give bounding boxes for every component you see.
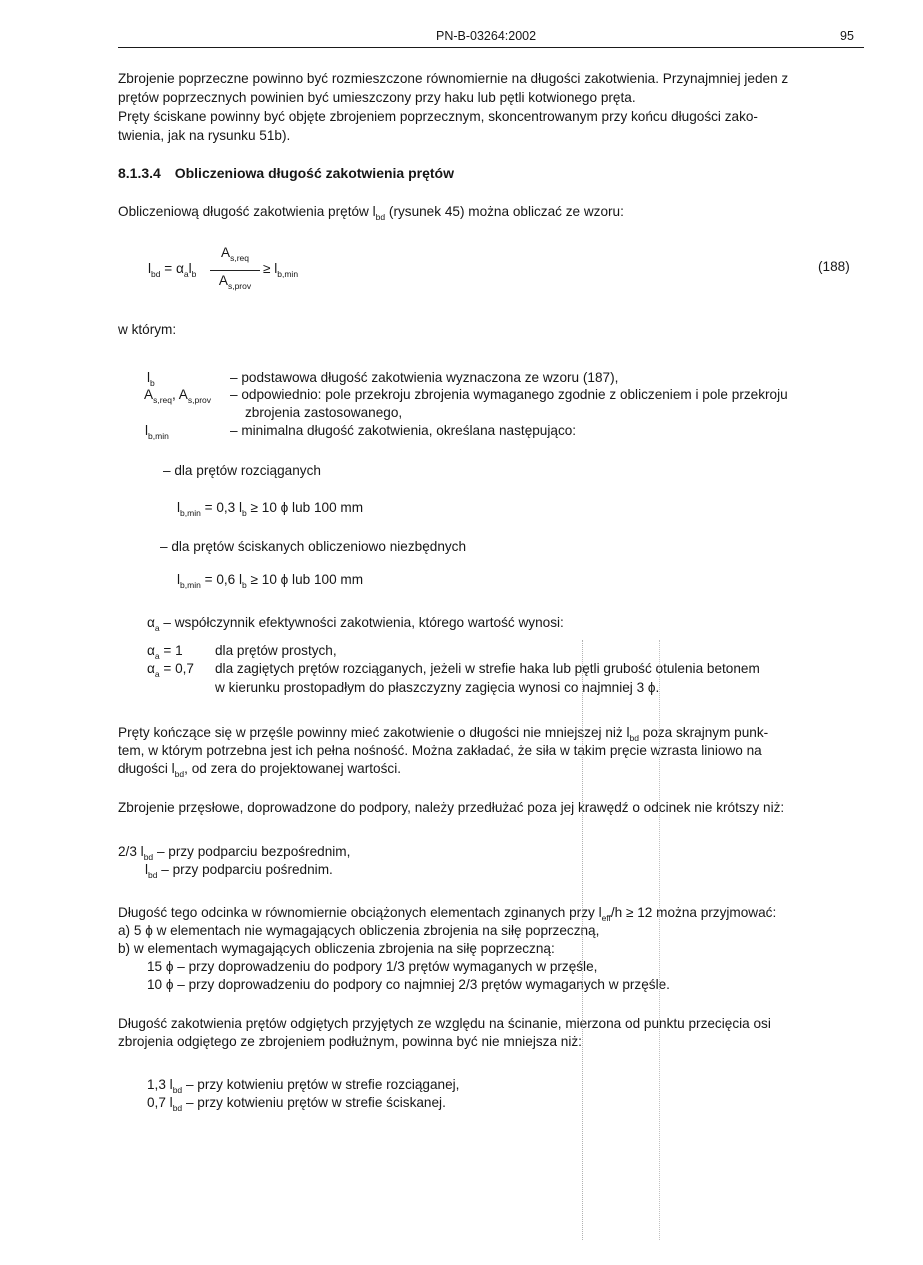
para-bent-line: Długość zakotwienia prętów odgiętych przyjętych ze względu na ścinanie, mierzona od punktu przecięcia osi <box>118 1016 771 1031</box>
support-item: $l_{bd}$ – przy podparciu pośrednim. <box>145 862 333 880</box>
intro-text: Obliczeniową długość zakotwienia prętów $l_{bd}$ (rysunek 45) można obliczać ze wzoru: <box>118 204 624 222</box>
bent-item: 1,3 $l_{bd}$ – przy kotwieniu prętów w strefie rozciąganej, <box>147 1077 460 1095</box>
section-title: Obliczeniowa długość zakotwienia prętów <box>174 165 454 181</box>
para-bent-line: zbrojenia odgiętego ze zbrojeniem podłużnym, powinna być nie mniejsza niż: <box>118 1034 582 1049</box>
where-label: w którym: <box>118 322 177 337</box>
alpha-row-2-text: dla zagiętych prętów rozciąganych, jeżeli w strefie haka lub pętli grubość otulenia betonem <box>215 661 760 676</box>
section-heading <box>118 164 454 182</box>
para1-line: twienia, jak na rysunku 51b). <box>118 128 291 143</box>
alpha-row-2-text-cont: w kierunku prostopadłym do płaszczyzny zagięcia wynosi co najmniej 3 ϕ. <box>215 680 660 695</box>
scan-artifact-line <box>582 640 583 1240</box>
compression-formula: $l_{b,min} = 0,6$ $l_b \ge 10$ ϕ lub 100 mm <box>177 572 364 590</box>
formula-rhs: ≥ $l_{b,min}$ <box>263 261 299 279</box>
para-length-item-b: b) w elementach wymagających obliczenia zbrojenia na siłę poprzeczną: <box>118 941 555 956</box>
para1-line: prętów poprzecznych powinien być umieszczony przy haku lub pętli kotwionego pręta. <box>118 90 636 105</box>
section-number: 8.1.3.4 <box>118 165 161 181</box>
formula-denominator: $A_{s,prov}$ <box>218 273 252 291</box>
alpha-row-1-value: $\alpha_a = 1$ <box>147 643 183 661</box>
formula-numerator: $A_{s,req}$ <box>221 245 249 263</box>
scan-artifact-line <box>659 640 660 1240</box>
formula-number: (188) <box>818 259 850 274</box>
formula-fraction-bar <box>210 270 260 271</box>
def-text-cont: zbrojenia zastosowanego, <box>245 405 403 420</box>
def-symbol-lb: $l_b$ <box>147 370 155 388</box>
formula-lhs: $l_{bd} = \alpha_al_b$ <box>148 261 197 279</box>
para-span: Zbrojenie przęsłowe, doprowadzone do podpory, należy przedłużać poza jej krawędź o odcinek nie krótszy niż: <box>118 800 785 815</box>
para-ending-line: Pręty kończące się w przęśle powinny mieć zakotwienie o długości nie mniejszej niż $l_{bd}$ poza skrajnym punk- <box>118 725 769 743</box>
header-standard: PN-B-03264:2002 <box>436 29 537 43</box>
alpha-row-2-value: $\alpha_a = 0,7$ <box>147 661 194 679</box>
bent-item: 0,7 $l_{bd}$ – przy kotwieniu prętów w strefie ściskanej. <box>147 1095 446 1113</box>
para1-line: Pręty ściskane powinny być objęte zbrojeniem poprzecznym, skoncentrowanym przy końcu długości zako- <box>118 109 758 124</box>
para-ending-line: tem, w którym potrzebna jest ich pełna nośność. Można zakładać, że siła w takim pręcie wzrasta liniowo na <box>118 743 762 758</box>
tension-formula: $l_{b,min} = 0,3$ $l_b \ge 10$ ϕ lub 100 mm <box>177 500 364 518</box>
para-length-line: Długość tego odcinka w równomiernie obciążonych elementach zginanych przy $l_{eff}/h \ge 12$ można przyjmować: <box>118 905 777 923</box>
def-text: – odpowiednio: pole przekroju zbrojenia wymaganego zgodnie z obliczeniem i pole przekroju <box>230 387 788 402</box>
page-number: 95 <box>840 29 854 43</box>
tension-label: – dla prętów rozciąganych <box>163 463 321 478</box>
para-length-item-b1: 15 ϕ – przy doprowadzeniu do podpory 1/3 prętów wymaganych w przęśle, <box>147 959 598 974</box>
header-rule <box>118 47 864 48</box>
alpha-definition: $\alpha_a$ – współczynnik efektywności zakotwienia, którego wartość wynosi: <box>147 615 564 633</box>
def-text: – minimalna długość zakotwienia, określana następująco: <box>230 423 577 438</box>
para-length-item-b2: 10 ϕ – przy doprowadzeniu do podpory co najmniej 2/3 prętów wymaganych w przęśle. <box>147 977 670 992</box>
para-length-item-a: a) 5 ϕ w elementach nie wymagających obliczenia zbrojenia na siłę poprzeczną, <box>118 923 600 938</box>
para-ending-line: długości $l_{bd}$, od zera do projektowanej wartości. <box>118 761 401 779</box>
def-symbol-lbmin: $l_{b,min}$ <box>145 423 169 441</box>
def-text: – podstawowa długość zakotwienia wyznaczona ze wzoru (187), <box>230 370 619 385</box>
def-symbol-as: $A_{s,req}$, $A_{s,prov}$ <box>144 387 212 405</box>
para1-line: Zbrojenie poprzeczne powinno być rozmieszczone równomiernie na długości zakotwienia. Przynajmniej jeden z <box>118 71 789 86</box>
support-item: 2/3 $l_{bd}$ – przy podparciu bezpośrednim, <box>118 844 351 862</box>
alpha-row-1-text: dla prętów prostych, <box>215 643 337 658</box>
compression-label: – dla prętów ściskanych obliczeniowo niezbędnych <box>160 539 467 554</box>
